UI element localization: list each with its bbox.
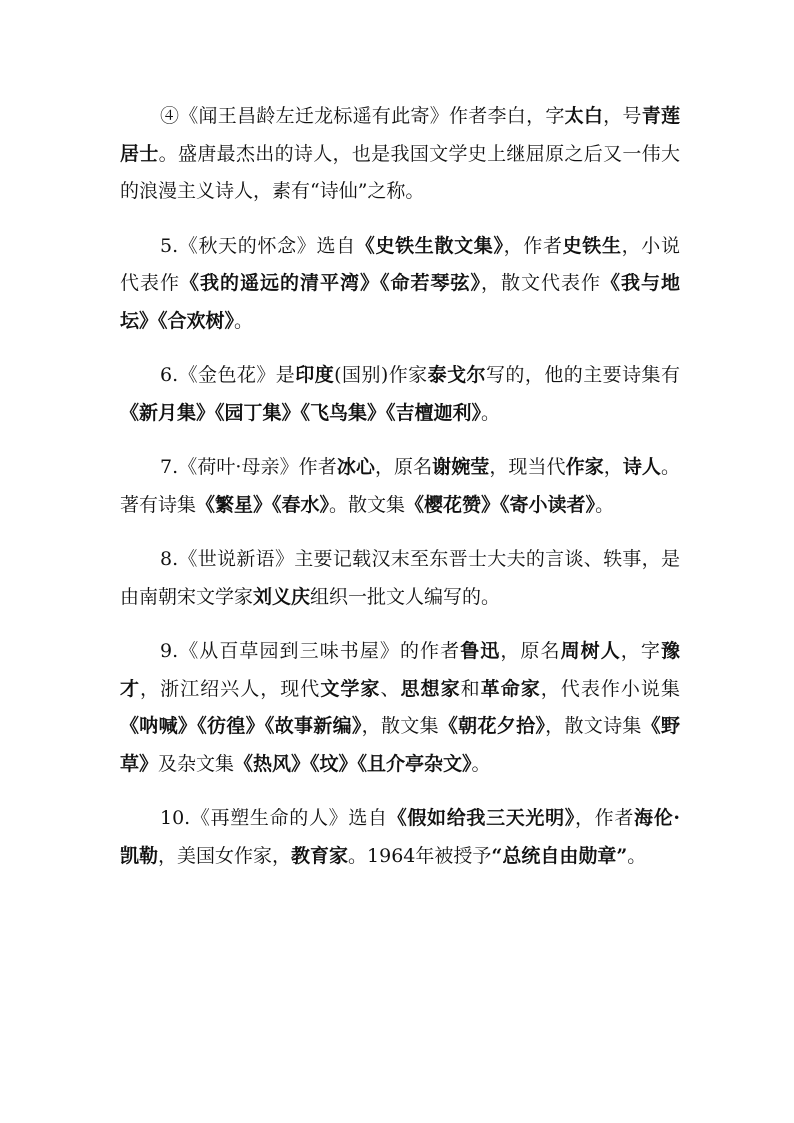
- bold-text-run: 谢婉莹: [432, 456, 490, 478]
- text-run: 6.《金色花》是: [160, 364, 296, 386]
- text-run: ，原名: [374, 456, 433, 478]
- text-run: ，: [603, 456, 623, 478]
- paragraph-7-heye-muqin: [120, 449, 680, 524]
- paragraph-5-qiutian-de-huainian: [120, 228, 680, 341]
- bold-text-run: 《新月集》《园丁集》《飞鸟集》《吉檀迦利》: [120, 401, 482, 424]
- text-run: ，字: [620, 640, 661, 662]
- text-run: 8.《世说新语》主要记载汉末至东晋士大夫的言谈、轶事，是由南朝宋文学家: [120, 548, 680, 608]
- bold-text-run: 印度: [295, 364, 335, 386]
- text-run: 。1964年被授予: [348, 844, 492, 867]
- bold-text-run: 青莲居士: [120, 105, 680, 165]
- bold-text-run: 《我的遥远的清平湾》《命若琴弦》: [180, 272, 481, 294]
- text-run: 。: [627, 844, 647, 867]
- text-run: ，散文代表作: [480, 272, 601, 294]
- text-run: ，小说代表作: [120, 234, 680, 294]
- text-run: 。: [234, 309, 254, 332]
- bold-text-run: 史铁生: [562, 234, 622, 257]
- text-run: ，美国女作家，: [158, 844, 292, 867]
- text-run: ，散文集: [361, 715, 439, 737]
- bold-text-run: 诗人: [622, 456, 661, 478]
- text-run: 7.《荷叶·母亲》作者: [160, 456, 337, 478]
- bold-text-run: 太白: [564, 105, 604, 127]
- bold-text-run: 海伦·凯勒: [120, 807, 680, 867]
- text-run: 组织一批文人编写的。: [310, 585, 501, 608]
- text-run: ，作者: [574, 807, 635, 829]
- text-run: ，作者: [503, 234, 563, 257]
- paragraph-10-zaisu-shengming: [120, 800, 680, 875]
- bold-text-run: 《呐喊》《彷徨》《故事新编》: [120, 715, 362, 737]
- bold-text-run: 《繁星》《春水》: [196, 493, 330, 516]
- bold-text-run: 冰心: [336, 456, 375, 478]
- text-run: ，散文诗集: [545, 715, 642, 737]
- text-run: 写的，他的主要诗集有: [485, 364, 680, 386]
- text-run: (国别)作家: [334, 364, 428, 386]
- bold-text-run: 《朝花夕拾》: [438, 715, 546, 737]
- paragraph-6-jinse-hua: [120, 357, 680, 432]
- text-run: 。著有诗集: [120, 456, 680, 516]
- text-run: ，现当代: [489, 456, 566, 478]
- bold-text-run: 《樱花赞》《寄小读者》: [405, 493, 596, 516]
- bold-text-run: 革命家: [480, 677, 541, 700]
- bold-text-run: 周树人: [560, 640, 621, 662]
- bold-text-run: 《史铁生散文集》: [355, 234, 504, 257]
- bold-text-run: 文学家: [320, 677, 381, 700]
- text-run: 5.《秋天的怀念》选自: [160, 234, 356, 257]
- paragraph-8-shishuo-xinyu: [120, 541, 680, 616]
- bold-text-run: 《野草》: [120, 715, 680, 775]
- text-run: 。: [595, 493, 615, 516]
- bold-text-run: 《假如给我三天光明》: [387, 807, 575, 829]
- text-run: ，原名: [500, 640, 561, 662]
- bold-text-run: 刘义庆: [253, 585, 311, 608]
- text-run: 10.《再塑生命的人》选自: [160, 807, 388, 829]
- text-run: ，浙江绍兴人，现代: [140, 677, 321, 700]
- text-run: 。散文集: [329, 493, 406, 516]
- bold-text-run: 豫才: [120, 640, 680, 700]
- paragraph-9-baicaoyuan: [120, 633, 680, 783]
- bold-text-run: 泰戈尔: [427, 364, 486, 386]
- document-body: [120, 98, 680, 893]
- text-run: 、: [380, 677, 401, 700]
- text-run: 和: [460, 677, 481, 700]
- bold-text-run: 思想家: [400, 677, 461, 700]
- bold-text-run: 教育家: [291, 844, 349, 867]
- text-run: ④《闻王昌龄左迁龙标遥有此寄》作者李白，字: [160, 105, 565, 127]
- text-run: 及杂文集: [158, 752, 235, 775]
- text-run: 。盛唐最杰出的诗人，也是我国文学史上继屈原之后又一伟大的浪漫主义诗人，素有“诗仙”之称。: [120, 142, 680, 202]
- text-run: 9.《从百草园到三味书屋》的作者: [160, 640, 461, 662]
- bold-text-run: 《我与地坛》《合欢树》: [120, 272, 680, 332]
- text-run: ，号: [603, 105, 642, 127]
- bold-text-run: “总统自由勋章”: [491, 844, 628, 867]
- bold-text-run: 鲁迅: [460, 640, 501, 662]
- bold-text-run: 作家: [565, 456, 604, 478]
- text-run: 。: [471, 752, 491, 775]
- paragraph-4-li-bai: [120, 98, 680, 211]
- text-run: 。: [481, 401, 501, 424]
- bold-text-run: 《热风》《坟》《且介亭杂文》: [234, 752, 472, 775]
- text-run: ，代表作小说集: [540, 677, 680, 700]
